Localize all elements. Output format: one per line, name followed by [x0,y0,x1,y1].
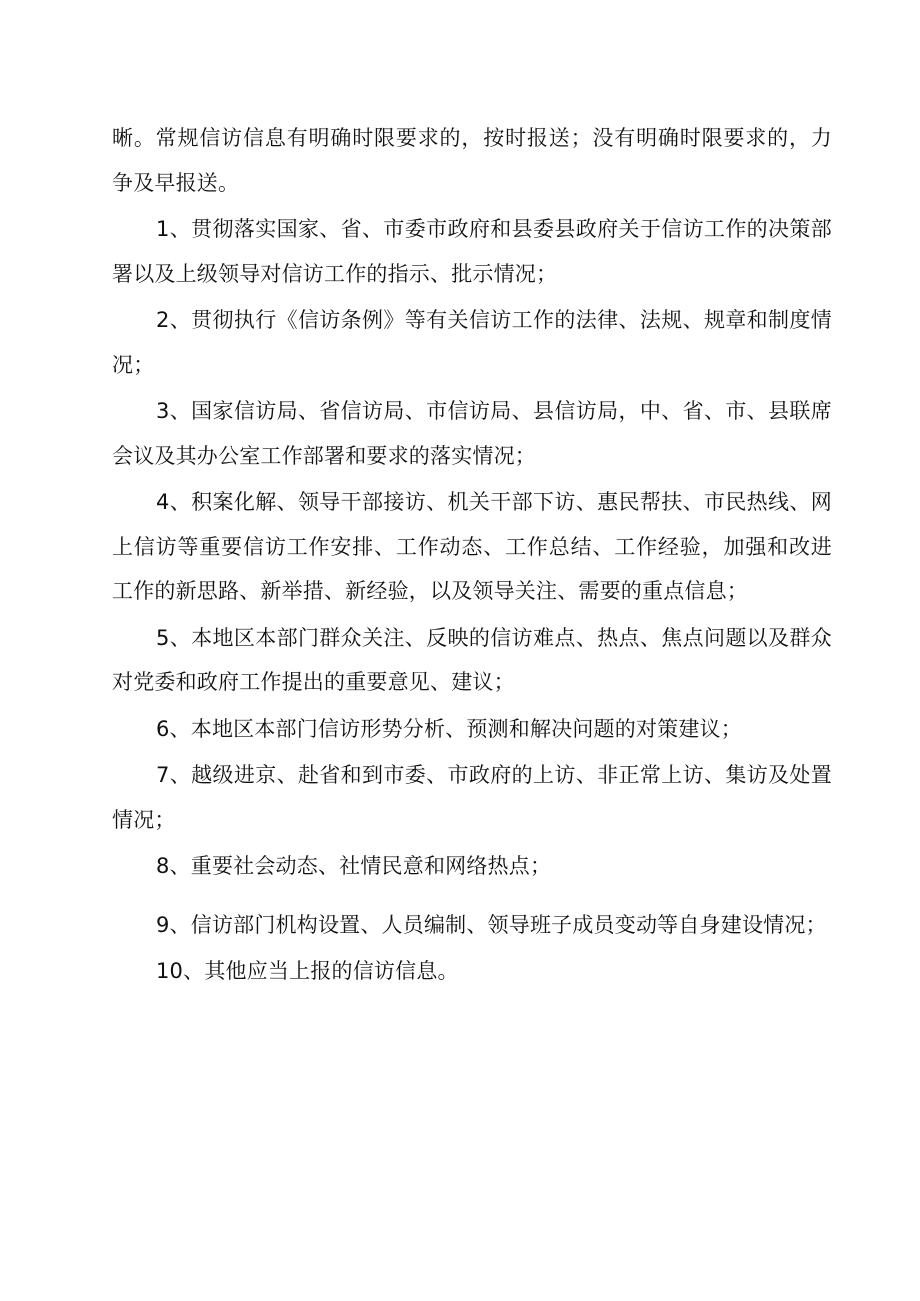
list-item-4: 4、积案化解、领导干部接访、机关干部下访、惠民帮扶、市民热线、网上信访等重要信访工作安排、工作动态、工作总结、工作经验，加强和改进工作的新思路、新举措、新经验，以及领导关注、需要的重点信息； [112,490,832,603]
list-item-2: 2、贯彻执行《信访条例》等有关信访工作的法律、法规、规章和制度情况； [112,308,832,377]
list-item-1: 1、贯彻落实国家、省、市委市政府和县委县政府关于信访工作的决策部署以及上级领导对信访工作的指示、批示情况； [112,217,832,286]
list-item-3: 3、国家信访局、省信访局、市信访局、县信访局，中、省、市、县联席会议及其办公室工作部署和要求的落实情况； [112,399,832,468]
list-item-10: 10、其他应当上报的信访信息。 [156,959,459,983]
list-item-6: 6、本地区本部门信访形势分析、预测和解决问题的对策建议； [156,716,742,741]
paragraph-continuation: 晰。常规信访信息有明确时限要求的，按时报送；没有明确时限要求的，力争及早报送。 [112,126,832,195]
list-item-5: 5、本地区本部门群众关注、反映的信访难点、热点、焦点问题以及群众对党委和政府工作提出的重要意见、建议； [112,625,832,694]
list-item-9: 9、信访部门机构设置、人员编制、领导班子成员变动等自身建设情况； [156,912,827,937]
document-body [112,116,832,994]
list-item-8: 8、重要社会动态、社情民意和网络热点； [156,854,552,878]
list-item-7: 7、越级进京、赴省和到市委、市政府的上访、非正常上访、集访及处置情况； [112,763,832,832]
